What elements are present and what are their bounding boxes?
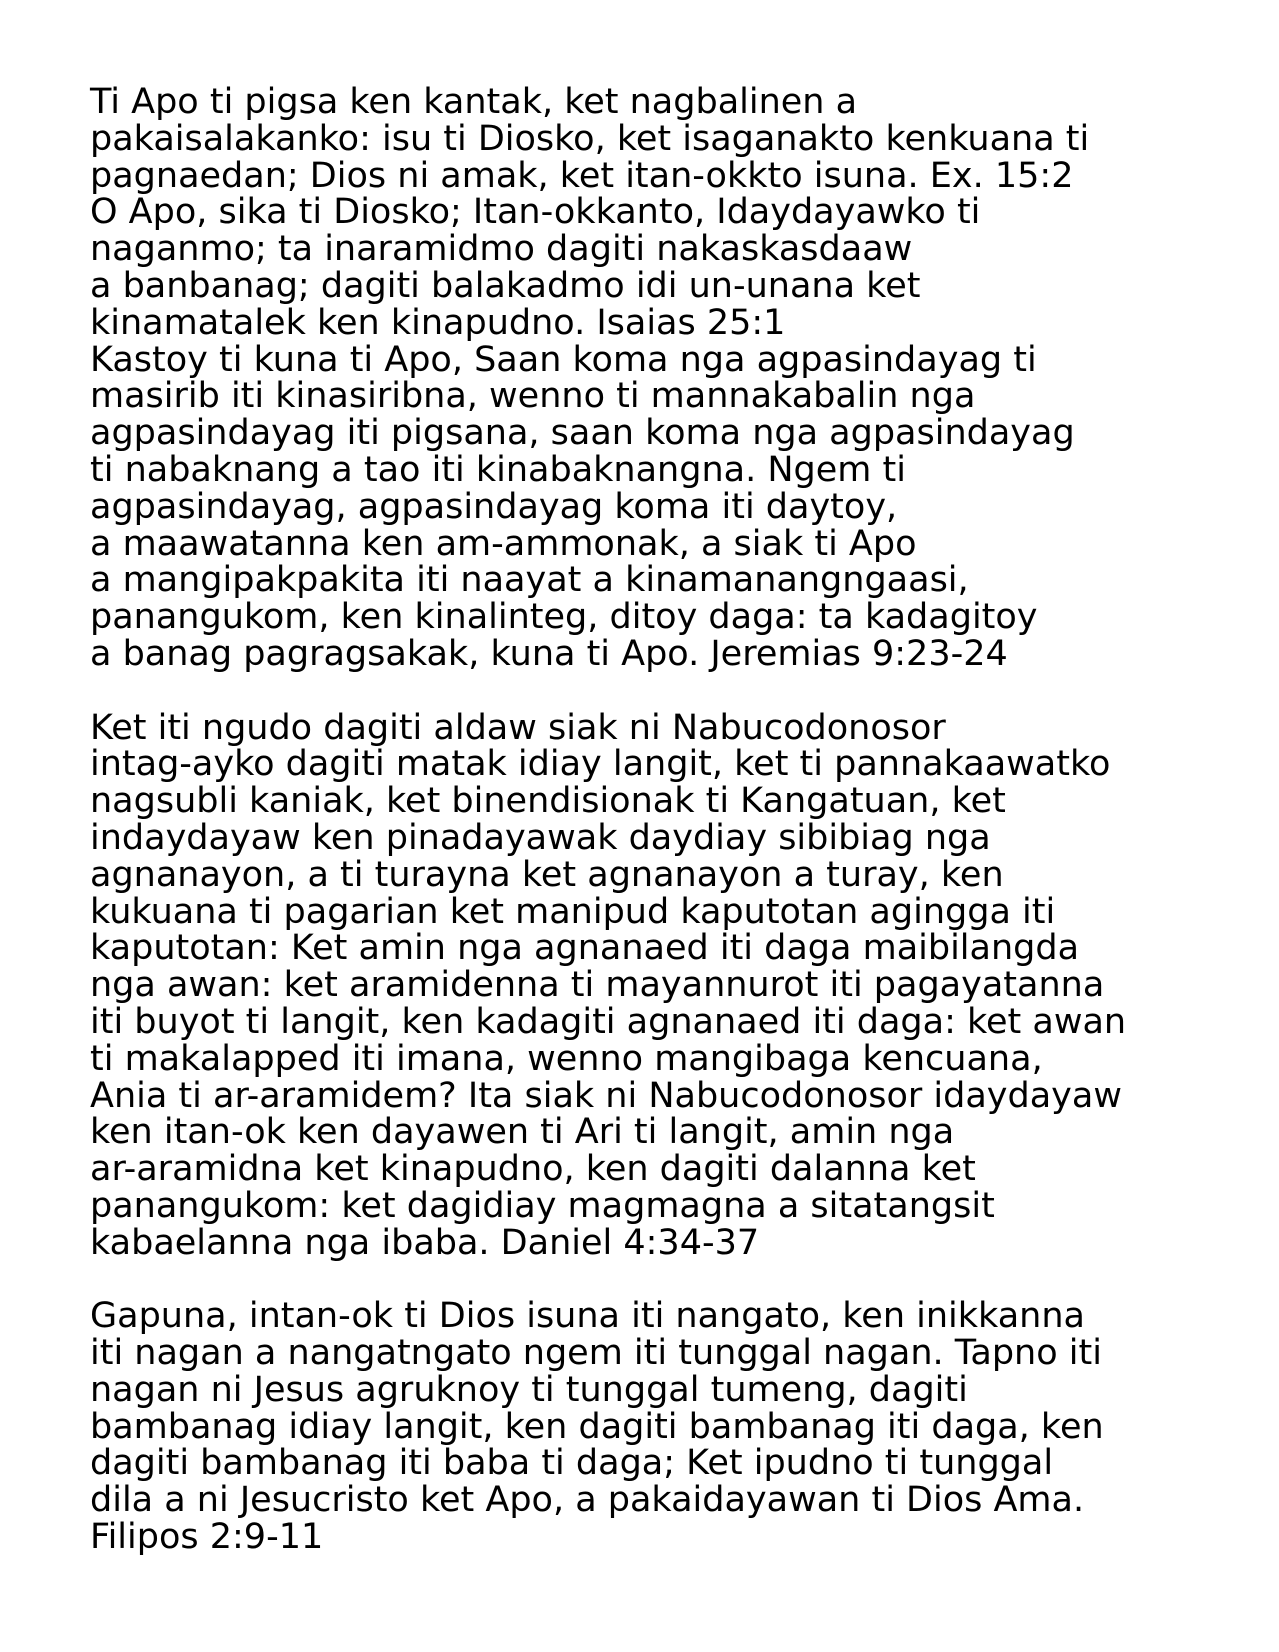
paragraph <box>90 84 1230 673</box>
text-line: ar-aramidna ket kinapudno, ken dagiti dalanna ket <box>90 1149 976 1190</box>
text-line: Ket iti ngudo dagiti aldaw siak ni Nabucodonosor <box>90 707 946 748</box>
text-line: panangukom, ken kinalinteg, ditoy daga: ta kadagitoy <box>90 597 1038 638</box>
text-line: kabaelanna nga ibaba. Daniel 4:34-37 <box>90 1222 760 1263</box>
text-line: nga awan: ket aramidenna ti mayannurot iti pagayatanna <box>90 965 1105 1006</box>
text-line: kaputotan: Ket amin nga agnanaed iti daga maibilangda <box>90 928 1080 969</box>
text-line: bambanag idiay langit, ken dagiti bambanag iti daga, ken <box>90 1406 1104 1447</box>
text-line: kukuana ti pagarian ket manipud kaputotan agingga iti <box>90 891 1056 932</box>
text-line: dila a ni Jesucristo ket Apo, a pakaidayawan ti Dios Ama. <box>90 1480 1085 1521</box>
text-line: Kastoy ti kuna ti Apo, Saan koma nga agpasindayag ti <box>90 339 1037 380</box>
text-line: Ania ti ar-aramidem? Ita siak ni Nabucodonosor idaydayaw <box>90 1075 1122 1116</box>
text-line: kinamatalek ken kinapudno. Isaias 25:1 <box>90 302 786 343</box>
text-line: nagsubli kaniak, ket binendisionak ti Kangatuan, ket <box>90 781 1006 822</box>
text-line: ti makalapped iti imana, wenno mangibaga kencuana, <box>90 1038 1043 1079</box>
text-line: panangukom: ket dagidiay magmagna a sitatangsit <box>90 1185 995 1226</box>
text-line: agpasindayag, agpasindayag koma iti daytoy, <box>90 486 898 527</box>
text-line: Gapuna, intan-ok ti Dios isuna iti nangato, ken inikkanna <box>90 1296 1085 1337</box>
paragraph-spacer <box>90 1262 1230 1299</box>
text-line: nagan ni Jesus agruknoy ti tunggal tumeng, dagiti <box>90 1369 968 1410</box>
paragraph-spacer <box>90 673 1230 710</box>
text-line: pagnaedan; Dios ni amak, ket itan-okkto isuna. Ex. 15:2 <box>90 155 1074 196</box>
text-line: a banag pagragsakak, kuna ti Apo. Jeremias 9:23-24 <box>90 633 1008 674</box>
text-line: ken itan-ok ken dayawen ti Ari ti langit, amin nga <box>90 1112 955 1153</box>
text-line: iti nagan a nangatngato ngem iti tunggal nagan. Tapno iti <box>90 1333 1102 1374</box>
text-line: a banbanag; dagiti balakadmo idi un-unana ket <box>90 265 921 306</box>
text-line: intag-ayko dagiti matak idiay langit, ket ti pannakaawatko <box>90 744 1111 785</box>
text-line: indaydayaw ken pinadayawak daydiay sibibiag nga <box>90 817 991 858</box>
text-line: Ti Apo ti pigsa ken kantak, ket nagbalinen a <box>90 82 858 122</box>
document-page <box>90 84 1230 1556</box>
text-line: naganmo; ta inaramidmo dagiti nakaskasdaaw <box>90 229 913 270</box>
text-line: iti buyot ti langit, ken kadagiti agnanaed iti daga: ket awan <box>90 1001 1127 1042</box>
text-line: O Apo, sika ti Diosko; Itan-okkanto, Idaydayawko ti <box>90 192 981 233</box>
text-line: pakaisalakanko: isu ti Diosko, ket isaganakto kenkuana ti <box>90 118 1090 159</box>
text-line: ti nabaknang a tao iti kinabaknangna. Ngem ti <box>90 449 906 490</box>
text-line: agpasindayag iti pigsana, saan koma nga agpasindayag <box>90 413 1075 454</box>
text-line: Filipos 2:9-11 <box>90 1517 324 1558</box>
text-line: dagiti bambanag iti baba ti daga; Ket ipudno ti tunggal <box>90 1443 1054 1484</box>
paragraph <box>90 1298 1230 1556</box>
text-line: masirib iti kinasiribna, wenno ti mannakabalin nga <box>90 376 976 417</box>
paragraph <box>90 707 1230 1263</box>
text-line: a mangipakpakita iti naayat a kinamanangngaasi, <box>90 560 969 601</box>
text-line: agnanayon, a ti turayna ket agnanayon a turay, ken <box>90 854 1004 895</box>
text-line: a maawatanna ken am-ammonak, a siak ti Apo <box>90 523 917 564</box>
